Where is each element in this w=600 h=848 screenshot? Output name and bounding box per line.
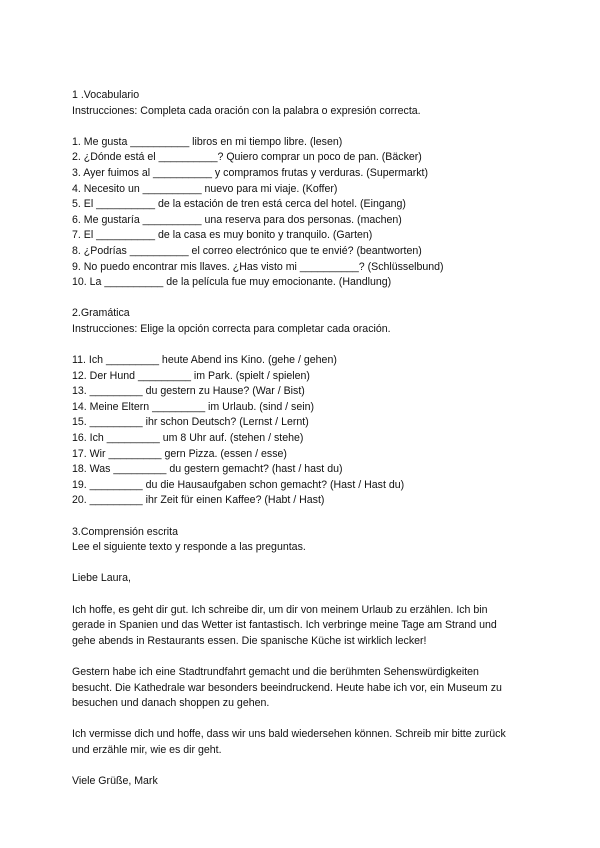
vocab-item: 4. Necesito un __________ nuevo para mi viaje. (Koffer): [72, 182, 338, 195]
vocab-item: 10. La __________ de la película fue muy emocionante. (Handlung): [72, 276, 392, 289]
vocab-item: 5. El __________ de la estación de tren está cerca del hotel. (Eingang): [72, 198, 406, 211]
grammar-item: 20. _________ ihr Zeit für einen Kaffee? (Habt / Hast): [72, 494, 325, 507]
grammar-item: 11. Ich _________ heute Abend ins Kino. (gehe / gehen): [72, 354, 337, 367]
letter-greeting: Liebe Laura,: [72, 572, 131, 585]
letter-line: Ich vermisse dich und hoffe, dass wir uns bald wiedersehen können. Schreib mir bitte zurück: [72, 728, 506, 741]
letter-line: und erzähle mir, wie es dir geht.: [72, 743, 222, 756]
letter-line: gehe abends in Restaurants essen. Die spanische Küche ist wirklich lecker!: [72, 634, 427, 647]
vocab-heading: 1 .Vocabulario: [72, 89, 140, 101]
grammar-item: 15. _________ ihr schon Deutsch? (Lernst / Lernt): [72, 416, 309, 429]
letter-paragraph: [72, 665, 532, 712]
grammar-heading: 2.Gramática: [72, 307, 130, 320]
document-content: [72, 88, 532, 790]
letter-line: besucht. Die Kathedrale war besonders beeindruckend. Heute habe ich vor, ein Museum zu: [72, 681, 502, 694]
vocab-item: 7. El __________ de la casa es muy bonito y tranquilo. (Garten): [72, 229, 373, 242]
grammar-item: 19. _________ du die Hausaufgaben schon gemacht? (Hast / Hast du): [72, 478, 405, 491]
letter-paragraph: [72, 727, 532, 758]
letter-line: besuchen und danach shoppen zu gehen.: [72, 697, 270, 710]
letter-paragraph: [72, 603, 532, 650]
grammar-item: 18. Was _________ du gestern gemacht? (hast / hast du): [72, 463, 343, 476]
letter-closing: Viele Grüße, Mark: [72, 775, 158, 788]
grammar-item: 17. Wir _________ gern Pizza. (essen / esse): [72, 447, 287, 460]
grammar-item: 14. Meine Eltern _________ im Urlaub. (sind / sein): [72, 400, 315, 413]
vocab-item: 8. ¿Podrías __________ el correo electrónico que te envié? (beantworten): [72, 244, 422, 257]
letter-line: Ich hoffe, es geht dir gut. Ich schreibe dir, um dir von meinem Urlaub zu erzählen. Ich bin: [72, 603, 488, 616]
vocab-item: 9. No puedo encontrar mis llaves. ¿Has visto mi __________? (Schlüsselbund): [72, 260, 444, 273]
letter-line: gerade in Spanien und das Wetter ist fantastisch. Ich verbringe meine Tage am Strand und: [72, 619, 497, 632]
vocab-instructions: Instrucciones: Completa cada oración con la palabra o expresión correcta.: [72, 104, 421, 117]
grammar-item: 12. Der Hund _________ im Park. (spielt / spielen): [72, 369, 310, 382]
grammar-instructions: Instrucciones: Elige la opción correcta para completar cada oración.: [72, 322, 391, 335]
vocab-item: 1. Me gusta __________ libros en mi tiempo libre. (lesen): [72, 135, 343, 148]
reading-heading: 3.Comprensión escrita: [72, 525, 178, 538]
letter-line: Gestern habe ich eine Stadtrundfahrt gemacht und die berühmten Sehenswürdigkeiten: [72, 665, 479, 678]
vocab-item: 6. Me gustaría __________ una reserva para dos personas. (machen): [72, 213, 402, 226]
grammar-item: 16. Ich _________ um 8 Uhr auf. (stehen / stehe): [72, 432, 304, 445]
grammar-item: 13. _________ du gestern zu Hause? (War / Bist): [72, 385, 305, 398]
vocab-item: 2. ¿Dónde está el __________? Quiero comprar un poco de pan. (Bäcker): [72, 151, 422, 164]
vocab-item: 3. Ayer fuimos al __________ y compramos frutas y verduras. (Supermarkt): [72, 166, 429, 179]
reading-instructions: Lee el siguiente texto y responde a las preguntas.: [72, 541, 306, 554]
